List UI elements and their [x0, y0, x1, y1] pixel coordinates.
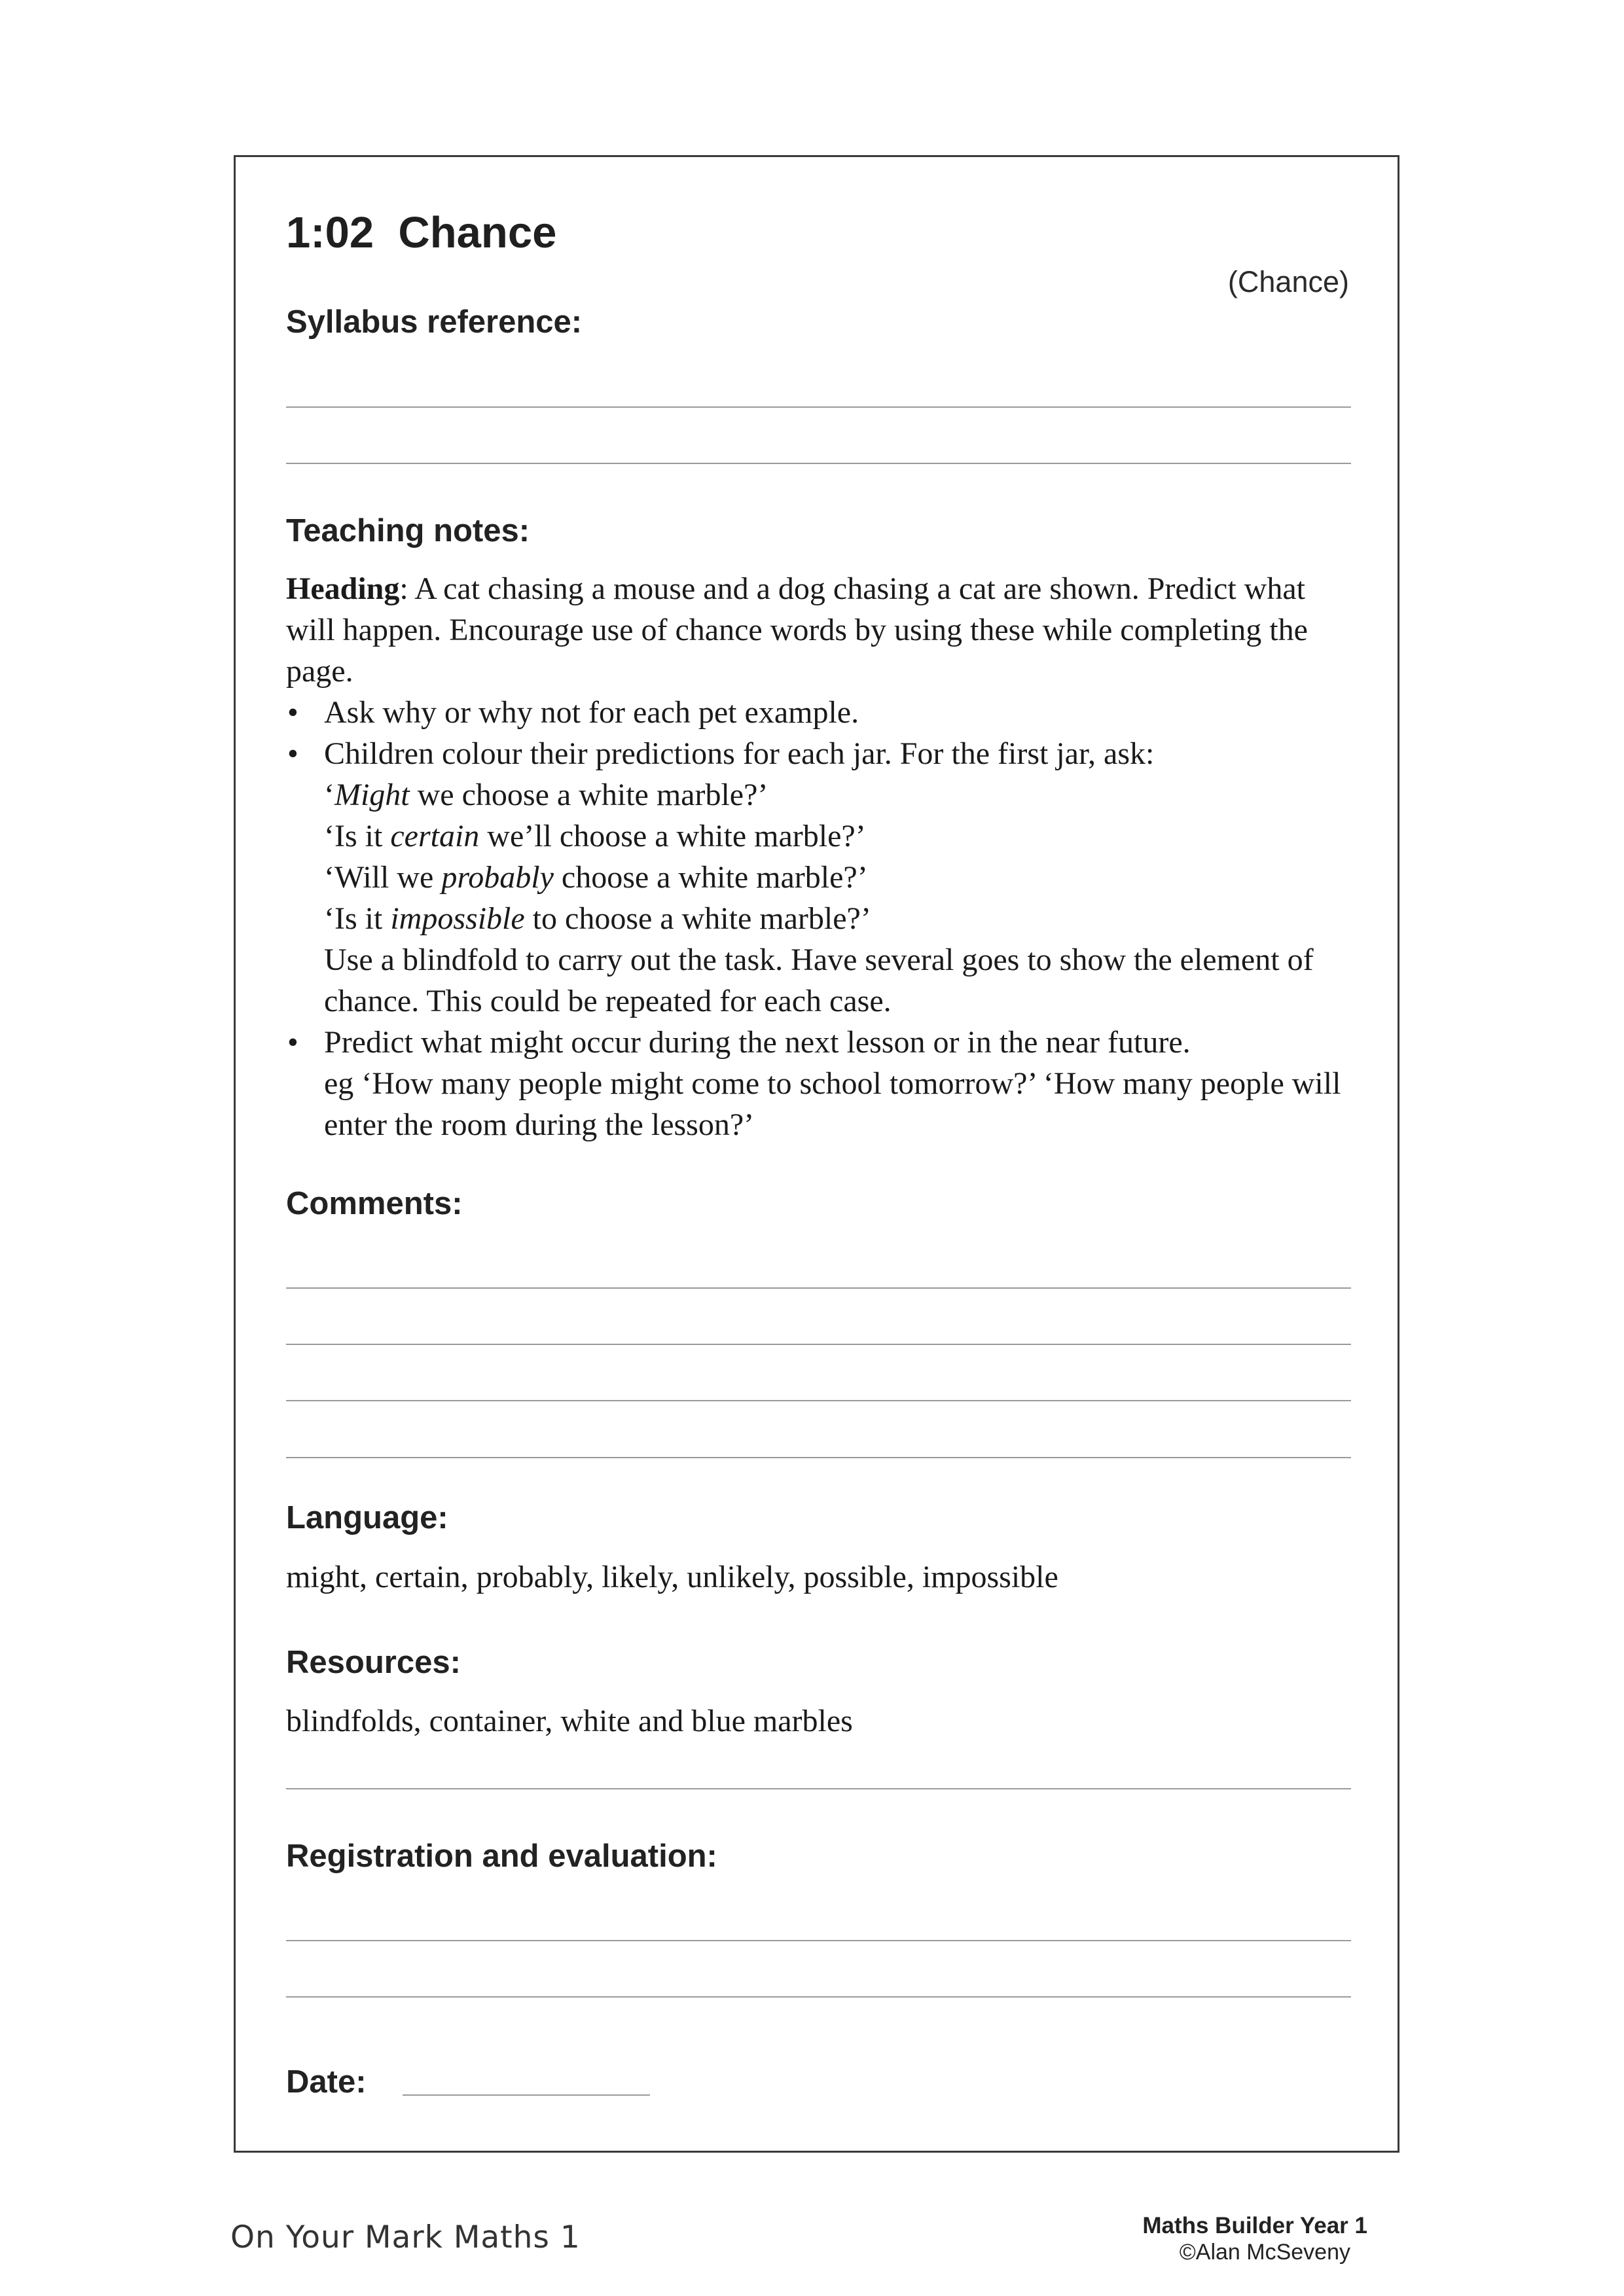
- question-line: ‘Is it certain we’ll choose a white marble?’: [324, 819, 866, 853]
- bullet-icon: •: [287, 1025, 298, 1060]
- bullet-text: Children colour their predictions for each jar. For the first jar, ask:: [324, 736, 1155, 771]
- emphasis-word: impossible: [390, 901, 525, 936]
- resources-heading: Resources:: [286, 1645, 461, 1680]
- list-item: [286, 733, 1373, 1022]
- resources-line: [286, 1788, 1351, 1789]
- footer-copyright: ©Alan McSeveny: [1179, 2240, 1350, 2265]
- emphasis-word: probably: [441, 860, 554, 895]
- comments-line-4: [286, 1457, 1351, 1458]
- bullet-icon: •: [287, 736, 298, 771]
- registration-line-1: [286, 1940, 1351, 1941]
- footer-book-title: Maths Builder Year 1: [1142, 2213, 1367, 2238]
- question-line: ‘Will we probably choose a white marble?’: [324, 860, 868, 895]
- comments-line-1: [286, 1287, 1351, 1289]
- teaching-notes-heading: Teaching notes:: [286, 513, 530, 548]
- comments-line-2: [286, 1344, 1351, 1345]
- resources-text: blindfolds, container, white and blue marbles: [286, 1704, 853, 1738]
- syllabus-line-1: [286, 406, 1351, 408]
- teaching-notes-list: [286, 692, 1373, 1145]
- question-line: ‘Is it impossible to choose a white marble?’: [324, 901, 871, 936]
- bullet-text: eg ‘How many people might come to school tomorrow?’ ‘How many people will enter the room during the lesson?’: [324, 1066, 1341, 1142]
- comments-heading: Comments:: [286, 1186, 463, 1221]
- comments-line-3: [286, 1400, 1351, 1401]
- footer-series-title: On Your Mark Maths 1: [230, 2219, 581, 2255]
- bullet-text: Use a blindfold to carry out the task. Have several goes to show the element of chance. This could be repeated for each case.: [324, 942, 1314, 1018]
- question-line: ‘Might we choose a white marble?’: [324, 778, 768, 812]
- list-item: [286, 692, 1373, 733]
- date-line: [403, 2094, 650, 2096]
- language-text: might, certain, probably, likely, unlikely, possible, impossible: [286, 1560, 1058, 1594]
- language-heading: Language:: [286, 1500, 448, 1535]
- teaching-notes-intro: [286, 568, 1360, 692]
- bullet-text: Ask why or why not for each pet example.: [324, 695, 859, 730]
- date-label: Date:: [286, 2064, 367, 2100]
- bullet-text: Predict what might occur during the next lesson or in the near future.: [324, 1025, 1191, 1060]
- syllabus-line-2: [286, 463, 1351, 464]
- topic-label: (Chance): [1227, 265, 1349, 298]
- registration-heading: Registration and evaluation:: [286, 1839, 717, 1874]
- intro-bold-label: Heading: [286, 571, 400, 606]
- intro-text: : A cat chasing a mouse and a dog chasing a cat are shown. Predict what will happen. Encourage use of chance words by using these while completing the page.: [286, 571, 1308, 689]
- registration-line-2: [286, 1996, 1351, 1998]
- list-item: [286, 1022, 1373, 1145]
- emphasis-word: Might: [334, 778, 410, 812]
- emphasis-word: certain: [390, 819, 480, 853]
- syllabus-heading: Syllabus reference:: [286, 304, 583, 340]
- bullet-icon: •: [287, 695, 298, 730]
- page-title: 1:02 Chance: [286, 208, 557, 257]
